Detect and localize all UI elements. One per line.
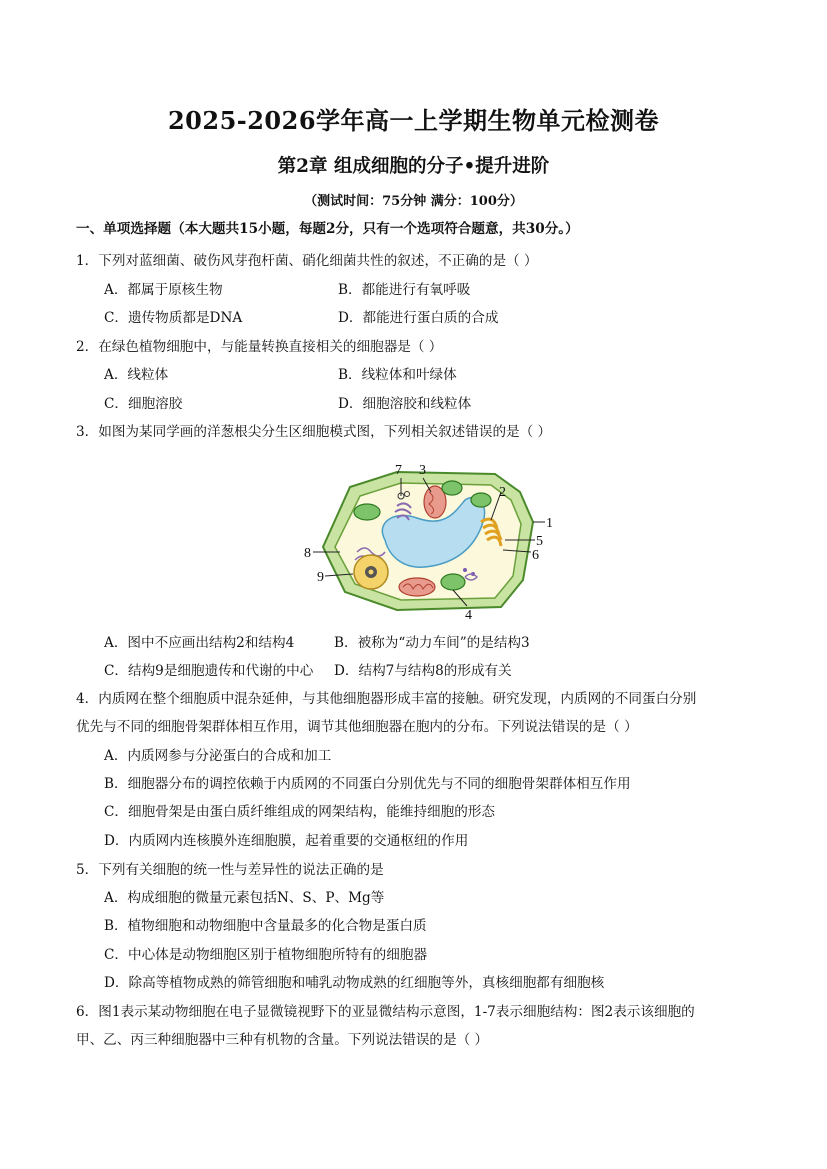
question-2-option-b: B．线粒体和叶绿体 (338, 367, 457, 383)
question-1-option-a: A．都属于原核生物 (104, 282, 223, 298)
question-5-option-b: B．植物细胞和动物细胞中含量最多的化合物是蛋白质 (104, 918, 427, 934)
question-4-option-a: A．内质网参与分泌蛋白的合成和加工 (104, 748, 332, 764)
question-3-option-b: B．被称为“动力车间”的是结构3 (334, 635, 530, 651)
chapter-subtitle: 第2章 组成细胞的分子•提升进阶 (277, 156, 550, 177)
figure-label-9: 9 (317, 570, 324, 585)
question-3-option-d: D．结构7与结构8的形成有关 (334, 663, 512, 679)
chloroplast-upper (442, 481, 462, 495)
question-6-stem-line-1: 6．图1表示某动物细胞在电子显微镜视野下的亚显微结构示意图，1-7表示细胞结构：图2表示该细胞的 (76, 1004, 695, 1020)
question-4-option-b: B．细胞器分布的调控依赖于内质网的不同蛋白分别优先与不同的细胞骨架群体相互作用 (104, 776, 631, 792)
question-2-stem: 2．在绿色植物细胞中，与能量转换直接相关的细胞器是（ ） (76, 339, 443, 355)
figure-label-2: 2 (499, 485, 506, 500)
question-4-stem-line-1: 4．内质网在整个细胞质中混杂延伸，与其他细胞器形成丰富的接触。研究发现，内质网的不同蛋白分别 (76, 691, 697, 707)
question-5-stem: 5．下列有关细胞的统一性与差异性的说法正确的是 (76, 862, 384, 878)
plant-cell-diagram (305, 452, 560, 622)
question-2-option-c: C．细胞溶胶 (104, 396, 183, 412)
mitochondrion-lower (399, 578, 435, 596)
question-3-stem: 3．如图为某同学画的洋葱根尖分生区细胞模式图，下列相关叙述错误的是（ ） (76, 424, 552, 440)
chloroplast-right (471, 493, 491, 507)
figure-label-4: 4 (465, 608, 472, 623)
question-5-option-a: A．构成细胞的微量元素包括N、S、P、Mg等 (104, 890, 385, 906)
question-5-option-c: C．中心体是动物细胞区别于植物细胞所特有的细胞器 (104, 947, 428, 963)
chloroplast-upper-left (354, 504, 380, 520)
figure-label-1: 1 (546, 516, 553, 531)
question-1-option-b: B．都能进行有氧呼吸 (338, 282, 471, 298)
figure-label-5: 5 (536, 534, 543, 549)
question-3-option-a: A．图中不应画出结构2和结构4 (104, 635, 295, 651)
question-1-option-d: D．都能进行蛋白质的合成 (338, 310, 499, 326)
exam-title: 2025-2026学年高一上学期生物单元检测卷 (167, 106, 660, 135)
figure-label-8: 8 (304, 546, 311, 561)
exam-meta: （测试时间：75分钟 满分：100分） (304, 194, 523, 209)
question-4-option-d: D．内质网内连核膜外连细胞膜，起着重要的交通枢纽的作用 (104, 833, 469, 849)
figure-label-6: 6 (532, 548, 539, 563)
question-6-stem-line-2: 甲、乙、丙三种细胞器中三种有机物的含量。下列说法错误的是（ ） (76, 1032, 489, 1048)
section-heading: 一、单项选择题（本大题共15小题，每题2分，只有一个选项符合题意，共30分。） (76, 221, 579, 237)
chloroplast-4 (441, 574, 465, 590)
question-5-option-d: D．除高等植物成熟的筛管细胞和哺乳动物成熟的红细胞等外，真核细胞都有细胞核 (104, 975, 605, 991)
question-2-option-a: A．线粒体 (104, 367, 169, 383)
figure-label-3: 3 (419, 463, 426, 478)
question-1-option-c: C．遗传物质都是DNA (104, 310, 243, 326)
question-2-option-d: D．细胞溶胶和线粒体 (338, 396, 472, 412)
question-4-stem-line-2: 优先与不同的细胞骨架群体相互作用，调节其他细胞器在胞内的分布。下列说法错误的是（ ） (76, 719, 638, 735)
question-3-option-c: C．结构9是细胞遗传和代谢的中心 (104, 663, 314, 679)
question-4-option-c: C．细胞骨架是由蛋白质纤维组成的网架结构，能维持细胞的形态 (104, 804, 496, 820)
figure-label-7: 7 (395, 463, 402, 478)
question-1-stem: 1．下列对蓝细菌、破伤风芽孢杆菌、硝化细菌共性的叙述，不正确的是（ ） (76, 253, 538, 269)
